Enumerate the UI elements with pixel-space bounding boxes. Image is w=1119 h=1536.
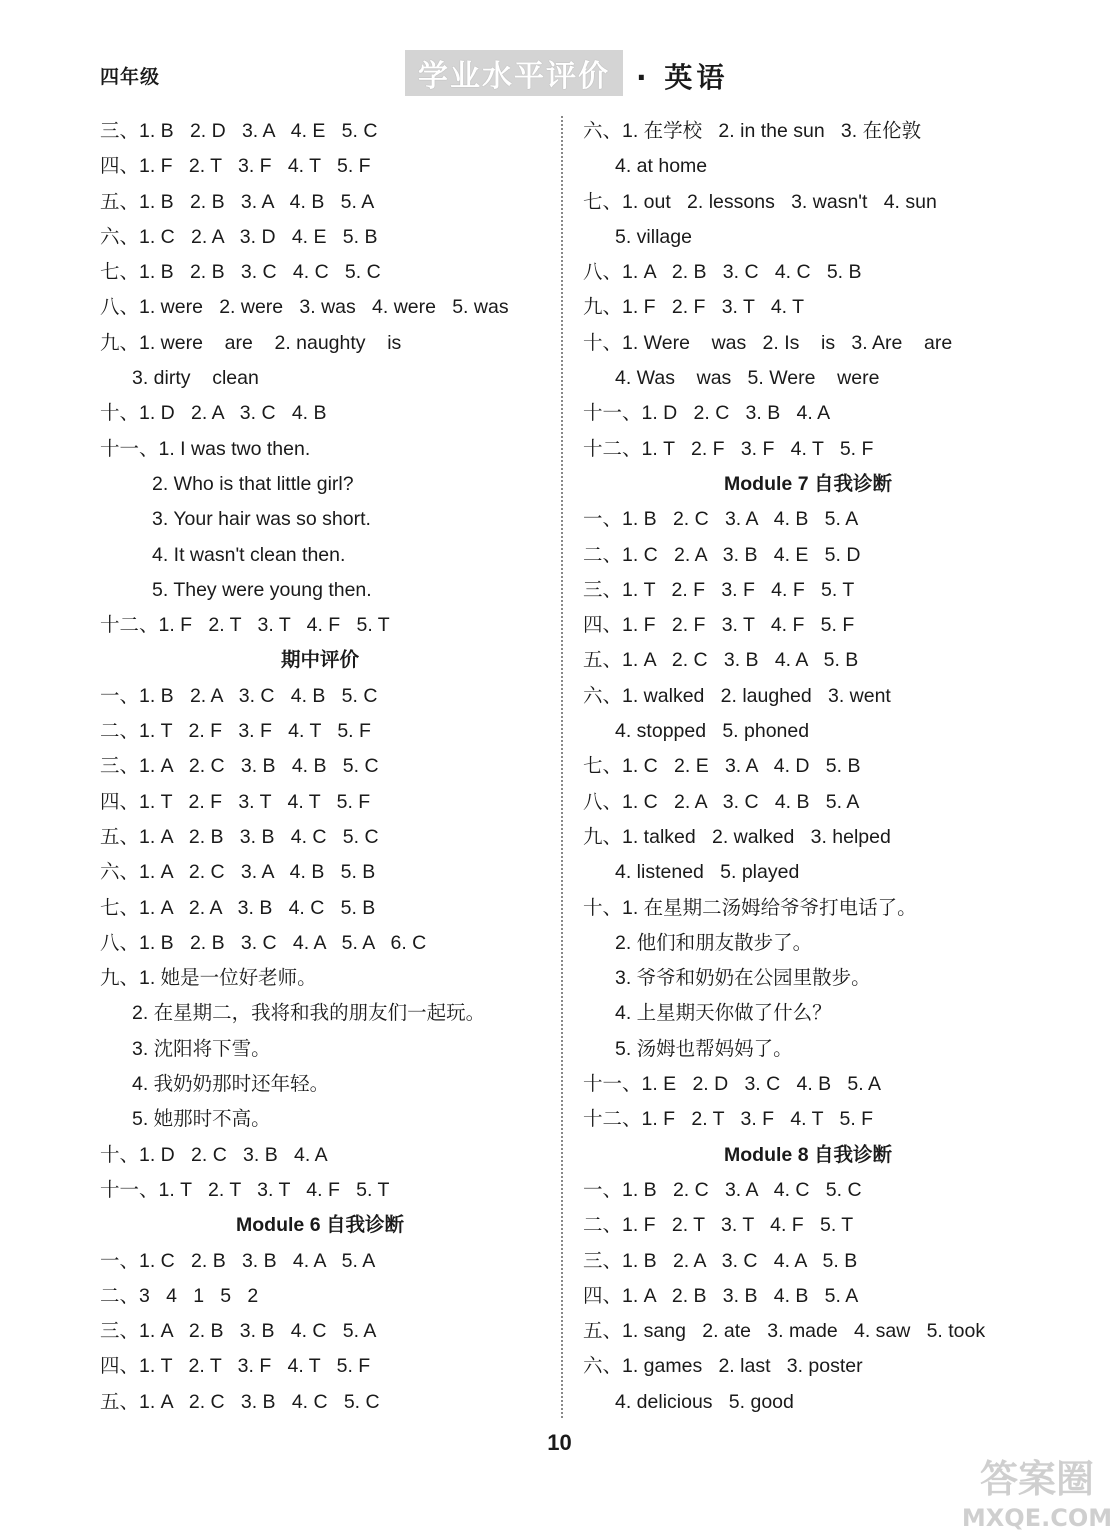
answer-line: 十、1. Were was 2. Is is 3. Are are (583, 331, 953, 354)
answer-line: 四、1. A 2. B 3. B 4. B 5. A (583, 1284, 859, 1307)
watermark-logo (962, 1448, 1112, 1534)
answer-line: 十、1. D 2. C 3. B 4. A (100, 1143, 328, 1166)
answer-line: 五、1. A 2. C 3. B 4. A 5. B (583, 649, 859, 672)
answer-line: 五、1. sang 2. ate 3. made 4. saw 5. took (583, 1320, 986, 1343)
answer-line: 四、1. T 2. F 3. T 4. T 5. F (100, 790, 371, 813)
watermark-url: MXQE.COM (962, 1504, 1112, 1532)
answer-line: 八、1. A 2. B 3. C 4. C 5. B (583, 261, 862, 284)
answer-line: 七、1. C 2. E 3. A 4. D 5. B (583, 755, 861, 778)
section-heading: Module 8 自我诊断 (724, 1143, 892, 1166)
answer-line: 六、1. C 2. A 3. D 4. E 5. B (100, 225, 378, 248)
answer-line: 3. Your hair was so short. (152, 508, 371, 531)
watermark-text: 答案圈 (979, 1457, 1095, 1501)
answer-line: 六、1. A 2. C 3. A 4. B 5. B (100, 861, 376, 884)
answer-line: 一、1. B 2. C 3. A 4. B 5. A (583, 508, 859, 531)
answer-line: 4. listened 5. played (615, 861, 800, 884)
answer-line: 七、1. B 2. B 3. C 4. C 5. C (100, 261, 381, 284)
answer-line: 五、1. A 2. C 3. B 4. C 5. C (100, 1390, 380, 1413)
answer-line: 九、1. talked 2. walked 3. helped (583, 825, 891, 848)
answer-line: 二、1. C 2. A 3. B 4. E 5. D (583, 543, 861, 566)
answer-line: 5. village (615, 225, 692, 248)
answer-line: 十、1. 在星期二汤姆给爷爷打电话了。 (583, 896, 917, 919)
answer-line: 三、1. B 2. A 3. C 4. A 5. B (583, 1249, 858, 1272)
answer-line: 二、1. T 2. F 3. F 4. T 5. F (100, 720, 371, 743)
book-title: 学业水平评价 (405, 50, 623, 96)
answer-line: 二、1. F 2. T 3. T 4. F 5. T (583, 1214, 854, 1237)
answer-line: 3. 爷爷和奶奶在公园里散步。 (615, 967, 871, 990)
answer-line: 十、1. D 2. A 3. C 4. B (100, 402, 327, 425)
answer-line: 四、1. F 2. F 3. T 4. F 5. F (583, 614, 855, 637)
answer-line: 十一、1. D 2. C 3. B 4. A (583, 402, 831, 425)
answer-line: 十一、1. T 2. T 3. T 4. F 5. T (100, 1178, 390, 1201)
answer-line: 三、1. B 2. D 3. A 4. E 5. C (100, 120, 378, 142)
left-answer-column (100, 114, 540, 1420)
answer-line: 十二、1. F 2. T 3. T 4. F 5. T (100, 614, 390, 637)
answer-line: 二、3 4 1 5 2 (100, 1284, 259, 1307)
answer-line: 一、1. C 2. B 3. B 4. A 5. A (100, 1249, 376, 1272)
answer-line: 十二、1. T 2. F 3. F 4. T 5. F (583, 437, 874, 460)
answer-line: 3. 沈阳将下雪。 (132, 1037, 271, 1060)
answer-line: 六、1. walked 2. laughed 3. went (583, 684, 891, 707)
answer-line: 4. delicious 5. good (615, 1390, 794, 1413)
answer-line: 5. 汤姆也帮妈妈了。 (615, 1037, 793, 1060)
answer-line: 2. 他们和朋友散步了。 (615, 931, 813, 954)
answer-line: 三、1. T 2. F 3. F 4. F 5. T (583, 578, 855, 601)
answer-line: 十一、1. I was two then. (100, 437, 311, 460)
right-answer-column (583, 114, 1033, 1420)
section-heading: Module 7 自我诊断 (724, 472, 892, 495)
answer-line: 五、1. B 2. B 3. A 4. B 5. A (100, 190, 375, 213)
section-heading: Module 6 自我诊断 (236, 1214, 404, 1237)
answer-line: 五、1. A 2. B 3. B 4. C 5. C (100, 825, 379, 848)
answer-line: 4. stopped 5. phoned (615, 720, 810, 743)
answer-line: 九、1. were are 2. naughty is (100, 331, 402, 354)
answer-line: 八、1. B 2. B 3. C 4. A 5. A 6. C (100, 931, 427, 954)
answer-line: 2. Who is that little girl? (152, 472, 354, 495)
answer-line: 三、1. A 2. B 3. B 4. C 5. A (100, 1320, 377, 1343)
answer-line: 4. 我奶奶那时还年轻。 (132, 1073, 330, 1096)
answer-line: 十二、1. F 2. T 3. F 4. T 5. F (583, 1108, 874, 1131)
answer-line: 九、1. F 2. F 3. T 4. T (583, 296, 805, 319)
answer-line: 3. dirty clean (132, 367, 259, 390)
answer-line: 4. It wasn't clean then. (152, 543, 346, 566)
answer-line: 七、1. A 2. A 3. B 4. C 5. B (100, 896, 376, 919)
answer-line: 4. Was was 5. Were were (615, 367, 880, 390)
answer-line: 十一、1. E 2. D 3. C 4. B 5. A (583, 1073, 882, 1096)
column-divider (561, 116, 563, 1418)
answer-line: 九、1. 她是一位好老师。 (100, 967, 317, 990)
page-number: 10 (547, 1430, 572, 1455)
answer-line: 八、1. were 2. were 3. was 4. were 5. was (100, 296, 509, 319)
answer-line: 2. 在星期二，我将和我的朋友们一起玩。 (132, 1002, 486, 1025)
grade-label: 四年级 (100, 66, 161, 88)
answer-line: 三、1. A 2. C 3. B 4. B 5. C (100, 755, 379, 778)
section-heading: 期中评价 (280, 649, 359, 672)
answer-line: 一、1. B 2. A 3. C 4. B 5. C (100, 684, 378, 707)
answer-line: 六、1. 在学校 2. in the sun 3. 在伦敦 (583, 120, 922, 142)
answer-line: 4. 上星期天你做了什么？ (615, 1002, 832, 1025)
answer-line: 七、1. out 2. lessons 3. wasn't 4. sun (583, 190, 937, 213)
answer-line: 5. They were young then. (152, 578, 372, 601)
answer-line: 六、1. games 2. last 3. poster (583, 1355, 863, 1378)
answer-line: 四、1. F 2. T 3. F 4. T 5. F (100, 155, 371, 178)
answer-line: 八、1. C 2. A 3. C 4. B 5. A (583, 790, 860, 813)
answer-line: 一、1. B 2. C 3. A 4. C 5. C (583, 1178, 862, 1201)
subject-label: · 英语 (636, 61, 729, 94)
answer-line: 5. 她那时不高。 (132, 1108, 271, 1131)
answer-line: 4. at home (615, 155, 708, 178)
answer-line: 四、1. T 2. T 3. F 4. T 5. F (100, 1355, 371, 1378)
